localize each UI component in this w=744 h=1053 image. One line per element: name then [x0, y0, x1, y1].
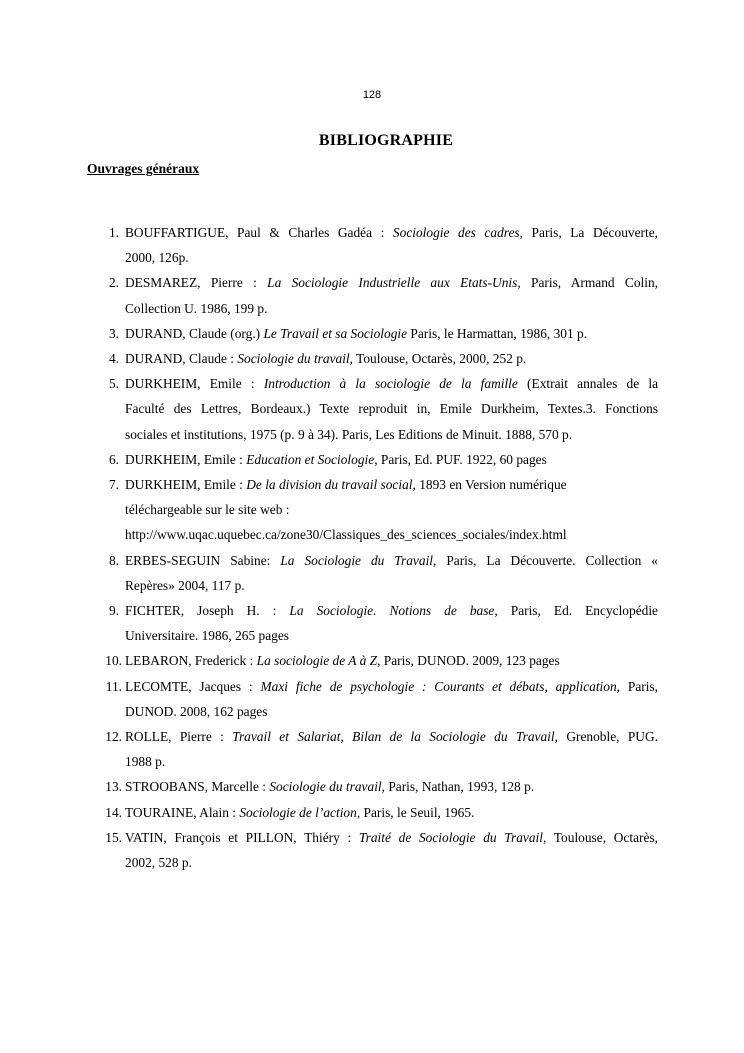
work-title: Sociologie du travail	[237, 351, 350, 367]
list-item	[105, 800, 658, 825]
list-item	[105, 674, 659, 724]
work-title: La sociologie de A à Z	[256, 653, 378, 669]
entry-line: ROLLE, Pierre : Travail et Salariat, Bilan de la Sociologie du Travail, Grenoble, PUG.	[125, 729, 658, 745]
entry-line: Repères» 2004, 117 p.	[125, 577, 245, 593]
bibliography-list	[105, 220, 659, 875]
list-item	[108, 472, 658, 548]
item-number: 10.	[105, 653, 122, 669]
work-title: La Sociologie du Travail	[280, 552, 434, 568]
entry-line: DUNOD. 2008, 162 pages	[125, 703, 268, 719]
item-number: 4.	[108, 351, 119, 367]
work-title: Sociologie du travail	[269, 779, 382, 795]
item-number: 11.	[105, 678, 122, 694]
work-title: Sociologie des cadres	[392, 225, 520, 240]
entry-line: STROOBANS, Marcelle : Sociologie du travail, Paris, Nathan, 1993, 128 p.	[125, 779, 535, 795]
work-title: Le Travail et sa Sociologie	[263, 325, 408, 341]
work-title: De la division du travail social	[246, 477, 413, 493]
list-item	[108, 548, 659, 598]
work-title: La Sociologie. Notions de base	[289, 603, 495, 619]
list-item	[105, 825, 659, 875]
entry-line: 1988 p.	[125, 754, 166, 770]
entry-line: VATIN, François et PILLON, Thiéry : Traité de Sociologie du Travail, Toulouse, Octarès,	[125, 829, 659, 845]
list-item	[108, 447, 658, 472]
entry-line: LEBARON, Frederick : La sociologie de A à Z, Paris, DUNOD. 2009, 123 pages	[125, 653, 560, 669]
entry-line: Faculté des Lettres, Bordeaux.) Texte reproduit in, Emile Durkheim, Textes.3. Fonctions	[125, 401, 658, 417]
item-number: 12.	[105, 729, 122, 745]
item-number: 9.	[108, 603, 119, 619]
entry-line: DESMAREZ, Pierre : La Sociologie Industrielle aux Etats-Unis, Paris, Armand Colin,	[125, 275, 658, 291]
entry-line: sociales et institutions, 1975 (p. 9 à 34). Paris, Les Editions de Minuit. 1888, 570 p.	[125, 426, 573, 442]
list-item	[105, 648, 658, 673]
web-link[interactable]: http://www.uqac.uquebec.ca/zone30/Classiques_des_sciences_sociales/index.html	[125, 527, 567, 543]
entry-line: Universitaire. 1986, 265 pages	[125, 628, 289, 644]
work-title: Introduction à la sociologie de la famille	[263, 376, 518, 392]
entry-line: DURKHEIM, Emile : De la division du travail social, 1893 en Version numérique	[125, 477, 567, 493]
list-item	[108, 220, 658, 270]
entry-line: DURAND, Claude : Sociologie du travail, Toulouse, Octarès, 2000, 252 p.	[125, 351, 527, 367]
entry-line: 2000, 126p.	[125, 250, 189, 266]
page-title: BIBLIOGRAPHIE	[318, 132, 454, 149]
work-title: Sociologie de l’action	[239, 804, 357, 820]
work-title: Traité de Sociologie du Travail	[358, 829, 543, 845]
work-title: La Sociologie Industrielle aux Etats-Unis	[267, 275, 518, 291]
work-title: Travail et Salariat, Bilan de la Sociologie du Travail,	[232, 729, 558, 745]
work-title: Maxi fiche de psychologie : Courants et débats, application,	[260, 678, 621, 694]
entry-line: DURAND, Claude (org.) Le Travail et sa Sociologie Paris, le Harmattan, 1986, 301 p.	[125, 325, 588, 341]
item-number: 5.	[108, 376, 119, 392]
entry-line: BOUFFARTIGUE, Paul & Charles Gadéa : Sociologie des cadres, Paris, La Découverte,	[125, 225, 658, 240]
item-number: 1.	[108, 225, 119, 240]
entry-line: ERBES-SEGUIN Sabine: La Sociologie du Travail, Paris, La Découverte. Collection «	[125, 552, 659, 568]
item-number: 2.	[108, 275, 119, 291]
entry-line: FICHTER, Joseph H. : La Sociologie. Notions de base, Paris, Ed. Encyclopédie	[125, 603, 658, 619]
item-number: 7.	[108, 477, 119, 493]
list-item	[108, 321, 658, 346]
entry-line: 2002, 528 p.	[125, 855, 192, 871]
entry-line: LECOMTE, Jacques : Maxi fiche de psychologie : Courants et débats, application, Paris,	[125, 678, 659, 694]
item-number: 14.	[105, 804, 122, 820]
item-number: 8.	[108, 552, 119, 568]
entry-line: DURKHEIM, Emile : Introduction à la sociologie de la famille (Extrait annales de la	[125, 376, 659, 392]
item-number: 3.	[108, 325, 119, 341]
entry-line: DURKHEIM, Emile : Education et Sociologie, Paris, Ed. PUF. 1922, 60 pages	[125, 451, 547, 467]
list-item	[105, 774, 658, 799]
list-item	[108, 270, 658, 320]
entry-line: Collection U. 1986, 199 p.	[125, 300, 268, 316]
section-heading: Ouvrages généraux	[87, 161, 200, 176]
list-item	[108, 598, 658, 648]
item-number: 15.	[105, 829, 122, 845]
page-number: 128	[362, 89, 382, 101]
item-number: 13.	[105, 779, 122, 795]
list-item	[108, 346, 658, 371]
entry-line: TOURAINE, Alain : Sociologie de l’action, Paris, le Seuil, 1965.	[125, 804, 475, 820]
list-item	[108, 371, 659, 447]
list-item	[105, 724, 658, 774]
entry-line: téléchargeable sur le site web :	[125, 502, 290, 518]
item-number: 6.	[108, 451, 119, 467]
work-title: Education et Sociologie	[246, 451, 375, 467]
